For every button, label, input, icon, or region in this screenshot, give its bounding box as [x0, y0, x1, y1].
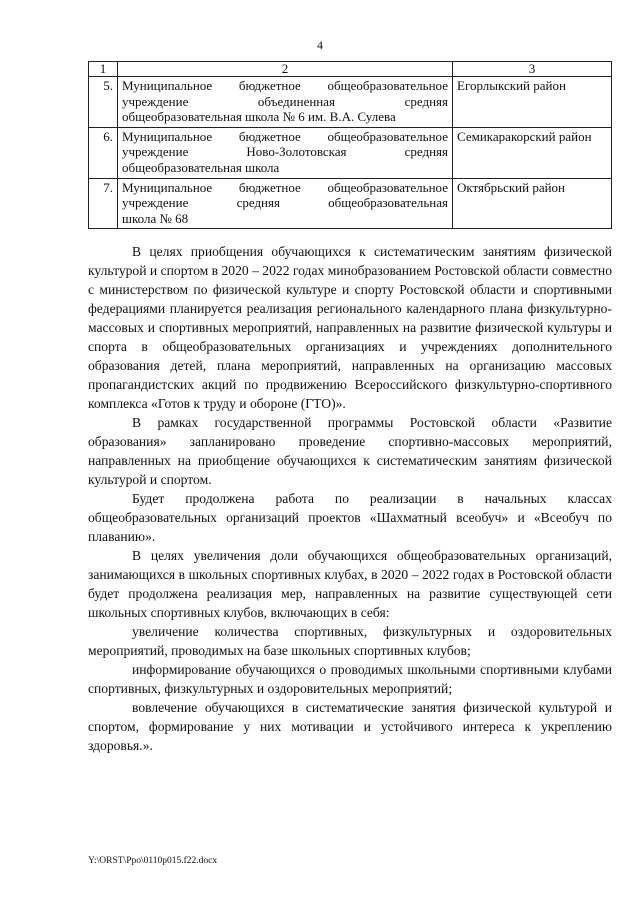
institution-name	[118, 127, 453, 178]
district-name: Октябрьский район	[453, 178, 612, 229]
table-row	[89, 127, 612, 178]
paragraph: Будет продолжена работа по реализации в начальных классах общеобразовательных организаций проектов «Шахматный всеобуч» и «Всеобуч по плаванию».	[88, 491, 612, 544]
row-number: 5.	[89, 77, 118, 128]
table-header-row	[89, 62, 612, 77]
paragraph: В целях приобщения обучающихся к систематическим занятиям физической культурой и спортом в 2020 – 2022 годах минобразованием Ростовской области совместно с министерством по физической культуре и спорту Ростовской области и спортивными федерациями планируется реализация регионального календарного плана физкультурно-массовых и спортивных мероприятий, направленных на развитие физической культуры и спорта в общеобразовательных организациях и учреждениях дополнительного образования детей, плана мероприятий, направленных на организацию массовых пропагандистских акций по продвижению Всероссийского физкультурно-спортивного комплекса «Готов к труду и обороне (ГТО)».	[88, 244, 612, 411]
institution-name-line: школа № 68	[122, 210, 189, 226]
institution-name	[118, 178, 453, 229]
institution-name-line: учреждение Ново-Золотовская средняя	[122, 144, 448, 160]
institution-name-line: учреждение средняя общеобразовательная	[122, 195, 448, 211]
list-paragraph: увеличение количества спортивных, физкультурных и оздоровительных мероприятий, проводимых на базе школьных спортивных клубов;	[88, 624, 612, 658]
list-paragraph: информирование обучающихся о проводимых школьными спортивными клубами спортивных, физкультурных и оздоровительных мероприятий;	[88, 662, 612, 696]
institution-name-line: Муниципальное бюджетное общеобразовательное	[122, 128, 448, 144]
institution-name-line: Муниципальное бюджетное общеобразовательное	[122, 179, 448, 195]
table-row	[89, 77, 612, 128]
table-row	[89, 178, 612, 229]
table-header-cell: 1	[89, 62, 118, 77]
institution-name-line: общеобразовательная школа	[122, 159, 280, 175]
district-name: Егорлыкский район	[453, 77, 612, 128]
row-number: 7.	[89, 178, 118, 229]
paragraph: В рамках государственной программы Ростовской области «Развитие образования» запланировано проведение спортивно-массовых мероприятий, направленных на приобщение обучающихся к систематическим занятиям физической культурой и спортом.	[88, 415, 612, 487]
page-number: 4	[317, 38, 323, 52]
footer-file-path: Y:\ORST\Ppo\0110p015.f22.docx	[88, 856, 218, 866]
institutions-table	[88, 61, 612, 229]
institution-name-line: Муниципальное бюджетное общеобразовательное	[122, 78, 448, 93]
district-name: Семикаракорский район	[453, 127, 612, 178]
list-paragraph: вовлечение обучающихся в систематические занятия физической культурой и спортом, формирование у них мотивации и устойчивого интереса к укреплению здоровья.».	[88, 700, 612, 753]
institution-name-line: учреждение объединенная средняя	[122, 93, 448, 109]
institution-name	[118, 77, 453, 128]
table-header-cell: 2	[118, 62, 453, 77]
institution-name-line: общеобразовательная школа № 6 им. В.А. Сулева	[122, 109, 396, 125]
table-header-cell: 3	[453, 62, 612, 77]
row-number: 6.	[89, 127, 118, 178]
paragraph: В целях увеличения доли обучающихся общеобразовательных организаций, занимающихся в школьных спортивных клубах, в 2020 – 2022 годах в Ростовской области будет продолжена реализация мер, направленных на развитие существующей сети школьных спортивных клубов, включающих в себя:	[88, 548, 612, 620]
document-body	[88, 242, 612, 755]
